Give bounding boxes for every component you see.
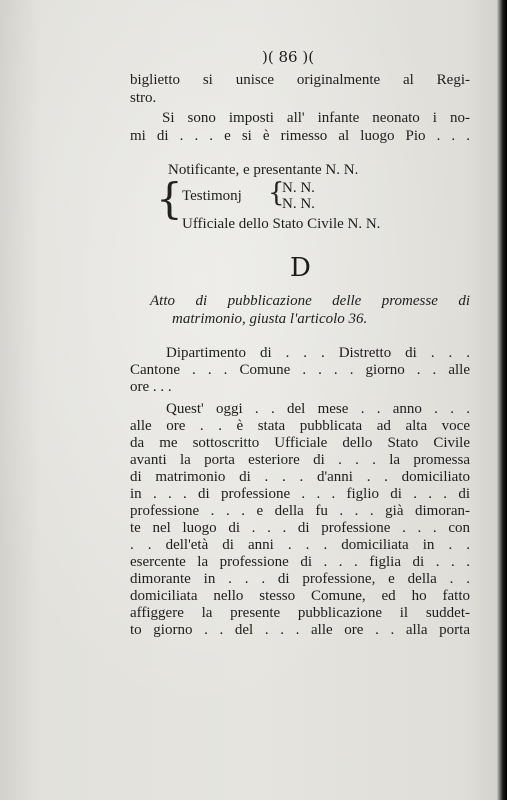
body-line: Cantone . . . Comune . . . . giorno . . alle [130, 362, 470, 378]
book-spine-shadow [497, 0, 507, 800]
body-line: te nel luogo di . . . di professione . . . con [130, 520, 470, 536]
intro-line: stro. [130, 90, 157, 106]
page-number [262, 48, 314, 66]
body-line: esercente la professione di . . . figlia di . . . [130, 554, 470, 570]
intro-line: Si sono imposti all' infante neonato i no- [162, 110, 470, 126]
section-letter: D [290, 253, 311, 283]
page-number-value: 86 [278, 48, 298, 66]
body-line: dimorante in . . . di professione, e della . . [130, 571, 470, 587]
body-line: da me sottoscritto Ufficiale dello Stato Civile [130, 435, 470, 451]
left-brace: { [156, 174, 183, 223]
body-line: alle ore . . è stata pubblicata ad alta voce [130, 418, 470, 434]
page-number-ornament-left: )( [262, 48, 274, 66]
body-line: . . dell'età di anni . . . domiciliata in . . [130, 537, 470, 553]
body-line: Quest' oggi . . del mese . . anno . . . [166, 401, 470, 417]
intro-line: mi di . . . e si è rimesso al luogo Pio . . . [130, 128, 470, 144]
body-line: to giorno . . del . . . alle ore . . alla porta [130, 622, 470, 638]
body-line: professione . . . e della fu . . . già dimoran- [130, 503, 470, 519]
body-line: ore . . . [130, 379, 172, 395]
body-line: domiciliata nello stesso Comune, ed ho fatto [130, 588, 470, 604]
body-line: in . . . di professione . . . figlio di . . . di [130, 486, 470, 502]
body-line: avanti la porta esteriore di . . . la promessa [130, 452, 470, 468]
heading-line: matrimonio, giusta l'articolo 36. [172, 311, 368, 327]
intro-line: biglietto si unisce originalmente al Regi- [130, 72, 470, 88]
witness-name-2: N. N. [282, 196, 315, 212]
heading-line: Atto di pubblicazione delle promesse di [150, 293, 470, 309]
notificante-line: Notificante, e presentante N. N. [168, 162, 359, 178]
body-line: di matrimonio di . . . d'anni . . domiciliato [130, 469, 470, 485]
small-brace: { [268, 178, 285, 208]
ufficiale-line: Ufficiale dello Stato Civile N. N. [182, 216, 381, 232]
page-number-ornament-right: )( [302, 48, 315, 66]
witness-name-1: N. N. [282, 180, 315, 196]
testimonj-label: Testimonj [182, 188, 242, 204]
body-line: affiggere la presente pubblicazione il suddet- [130, 605, 470, 621]
body-line: Dipartimento di . . . Distretto di . . . [166, 345, 470, 361]
